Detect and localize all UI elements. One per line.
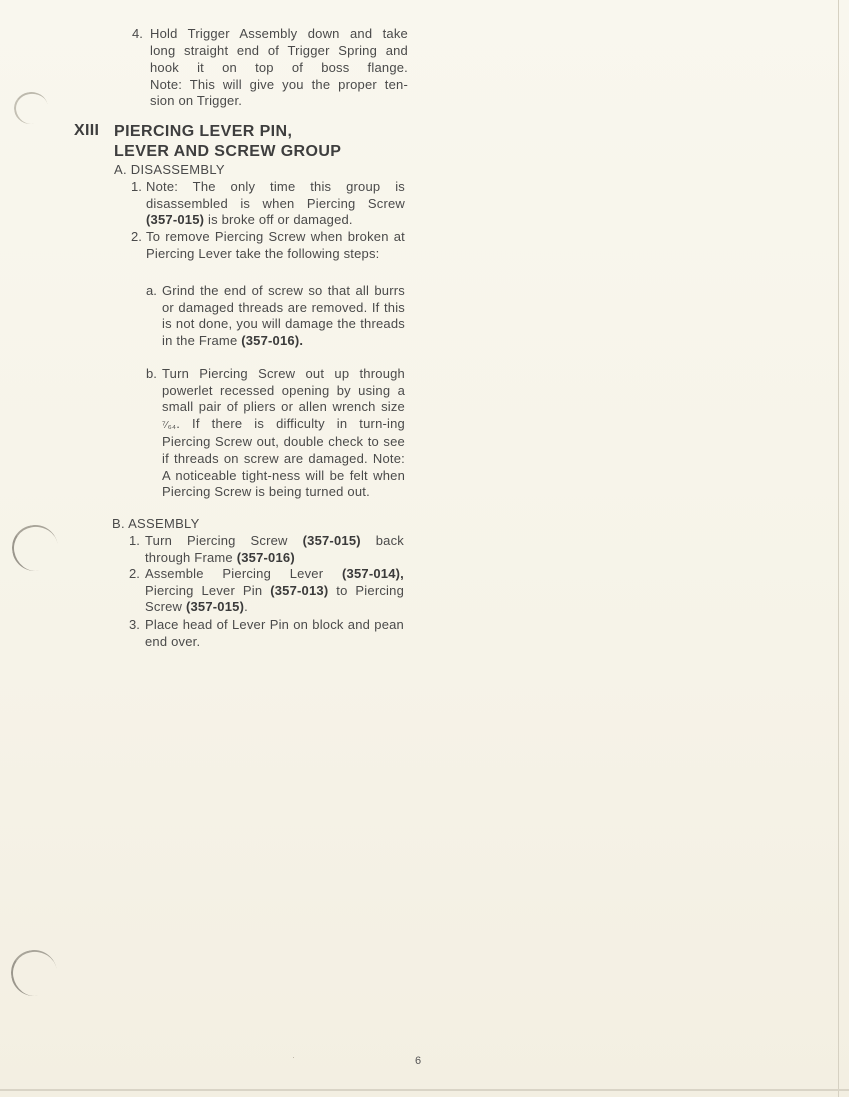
disassembly-sub-b-text-a: Turn Piercing Screw out up through powerlet recessed opening by using a small pair of pliers or allen wrench size bbox=[162, 366, 405, 415]
assembly-item-2-text-c: to Piercing Screw bbox=[145, 582, 404, 615]
wrench-size-fraction: ⁷⁄₆₄ bbox=[162, 419, 177, 431]
assembly-item-2-text-b: Piercing Lever Pin bbox=[145, 582, 271, 598]
assembly-item-2-text-d: . bbox=[244, 599, 248, 615]
part-number-357-016: (357-016) bbox=[236, 549, 295, 565]
assembly-item-1-text-a: Turn Piercing Screw bbox=[145, 533, 303, 548]
disassembly-item-2-text: To remove Piercing Screw when broken at Piercing Lever take the following steps: bbox=[146, 229, 405, 261]
assembly-item-2-text bbox=[145, 566, 404, 616]
page-number: 6 bbox=[415, 1055, 422, 1067]
part-number-357-015: (357-015) bbox=[185, 599, 245, 615]
section-title bbox=[114, 122, 341, 162]
disassembly-item-1-number: 1. bbox=[131, 179, 142, 194]
disassembly-sub-b-number: b. bbox=[146, 366, 157, 381]
step-4-line-2: long straight end of Trigger Spring and bbox=[150, 43, 408, 58]
disassembly-item-1-text-a: Note: The only time this group is disassembled is when Piercing Screw bbox=[146, 179, 405, 211]
section-roman-numeral: XIII bbox=[74, 122, 100, 139]
step-4-number: 4. bbox=[132, 26, 143, 41]
assembly-item-3-number: 3. bbox=[129, 617, 140, 632]
step-4-line-4: Note: This will give you the proper ten- bbox=[150, 77, 408, 92]
assembly-heading: B. ASSEMBLY bbox=[112, 516, 200, 531]
assembly-item-2-text-a: Assemble Piercing Lever bbox=[145, 566, 343, 581]
binder-hole-bottom bbox=[7, 946, 60, 999]
part-number-357-015: (357-015) bbox=[146, 212, 205, 228]
part-number-357-013: (357-013) bbox=[270, 582, 329, 598]
assembly-item-1-text-b: back through Frame bbox=[145, 533, 404, 565]
assembly-item-2-number: 2. bbox=[129, 566, 140, 581]
page-edge-right bbox=[838, 0, 839, 1097]
part-number-357-015: (357-015) bbox=[302, 533, 361, 548]
disassembly-sub-a-number: a. bbox=[146, 283, 157, 298]
binder-hole-top bbox=[11, 89, 50, 126]
disassembly-sub-a-text bbox=[162, 283, 405, 349]
assembly-item-1-text bbox=[145, 533, 404, 566]
assembly-item-1-number: 1. bbox=[129, 533, 140, 548]
binder-hole-middle bbox=[8, 521, 61, 574]
disassembly-heading: A. DISASSEMBLY bbox=[114, 162, 225, 177]
disassembly-sub-a-body: Grind the end of screw so that all burrs or damaged threads are removed. If this is not done, you will damage the threads in the Frame bbox=[162, 283, 405, 348]
page-edge-bottom bbox=[0, 1089, 849, 1091]
disassembly-item-1-text-b: is broke off or damaged. bbox=[204, 212, 353, 228]
section-title-line-1: PIERCING LEVER PIN, bbox=[114, 123, 293, 140]
assembly-item-3-text: Place head of Lever Pin on block and pean end over. bbox=[145, 617, 404, 649]
part-number-357-014: (357-014), bbox=[342, 566, 404, 581]
step-4-line-1: Hold Trigger Assembly down and take bbox=[150, 26, 408, 41]
step-4-line-3: hook it on top of boss flange. bbox=[150, 60, 408, 75]
section-title-line-2: LEVER AND SCREW GROUP bbox=[114, 143, 342, 160]
paper-speck: · bbox=[292, 1052, 295, 1062]
disassembly-item-1-text bbox=[146, 179, 405, 229]
part-number-357-016: (357-016). bbox=[241, 332, 304, 348]
disassembly-item-2-number: 2. bbox=[131, 229, 142, 244]
step-4-line-5: sion on Trigger. bbox=[150, 93, 243, 108]
disassembly-sub-b-text bbox=[162, 366, 405, 501]
disassembly-sub-b-text-b: . If there is difficulty in turn-ing Piercing Screw out, double check to see if threads on screw are damaged. Note: A noticeable tight-ness will be felt when Piercing Screw is being turned out. bbox=[162, 415, 405, 500]
